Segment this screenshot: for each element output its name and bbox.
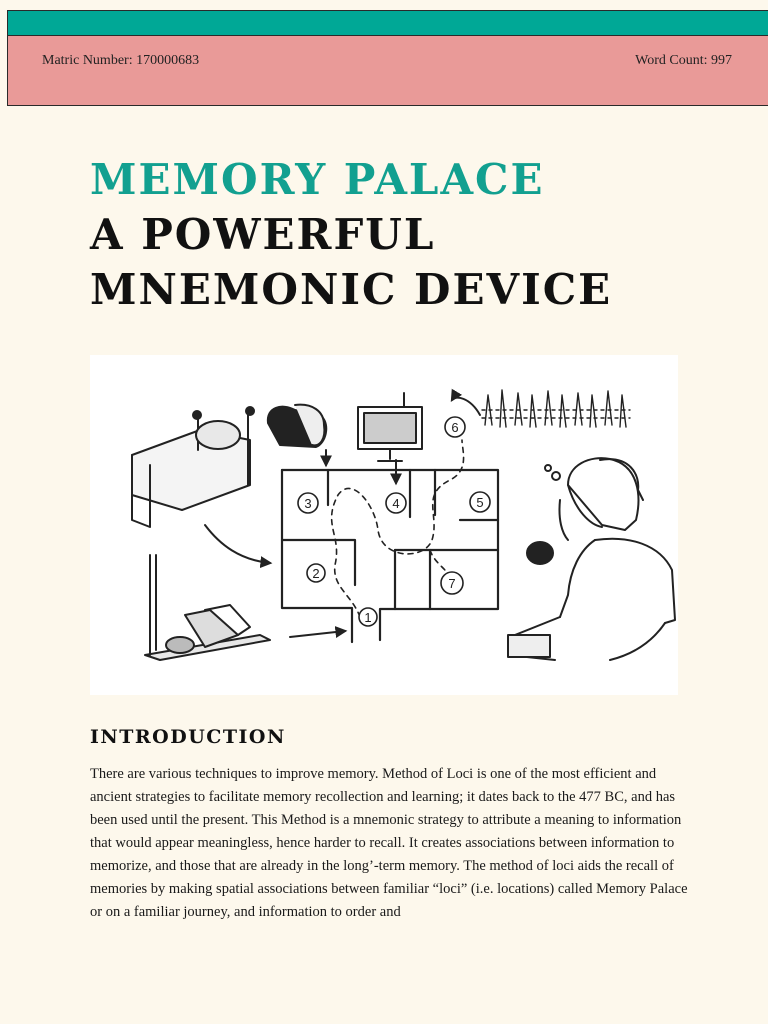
locus-marker (359, 608, 377, 626)
matric-number: Matric Number: 170000683 (42, 53, 200, 68)
locus-marker (470, 492, 490, 512)
locus-marker (307, 564, 325, 582)
locus-number: 4 (392, 496, 400, 511)
introduction-body: There are various techniques to improve memory. Method of Loci is one of the most efficient and ancient strategies to facilitate memory recollection and learning; it dates back to the 477 BC, and has been used until the present. This Method is a mnemonic strategy to attribute a meaning to information that would appear meaningless, hence harder to recall. It creates associations between information to memorize, and those that are already in the long’-term memory. The method of loci aids the recall of memories by making spatial associations between familiar “loci” (i.e. locations) called Memory Palace or on a familiar journey, and information to order and (90, 766, 688, 920)
locus-number: 7 (448, 576, 456, 591)
word-count: Word Count: 997 (635, 53, 732, 68)
car-seat-icon (268, 405, 326, 447)
introduction-heading: INTRODUCTION (90, 726, 286, 748)
locus-marker (445, 417, 465, 437)
memory-palace-illustration (90, 355, 678, 695)
title-line-3: MNEMONIC DEVICE (90, 265, 613, 314)
title-line-2: A POWERFUL (90, 210, 436, 259)
bed-icon (132, 407, 254, 527)
header-accent-bar (8, 11, 768, 36)
shoes-icon (145, 555, 270, 660)
locus-number: 5 (476, 495, 484, 510)
locus-number: 3 (304, 496, 312, 511)
person-icon (508, 458, 675, 660)
page-title (90, 152, 612, 317)
locus-number: 2 (312, 566, 320, 581)
locus-marker (386, 493, 406, 513)
title-line-1: MEMORY PALACE (90, 155, 545, 204)
header-band (7, 10, 768, 106)
locus-marker (298, 493, 318, 513)
header-row (42, 53, 732, 69)
illustration-svg (90, 355, 678, 695)
locus-marker (441, 572, 463, 594)
forest-icon (482, 390, 630, 427)
monitor-icon (358, 393, 422, 461)
locus-number: 1 (364, 610, 372, 625)
locus-number: 6 (451, 420, 459, 435)
